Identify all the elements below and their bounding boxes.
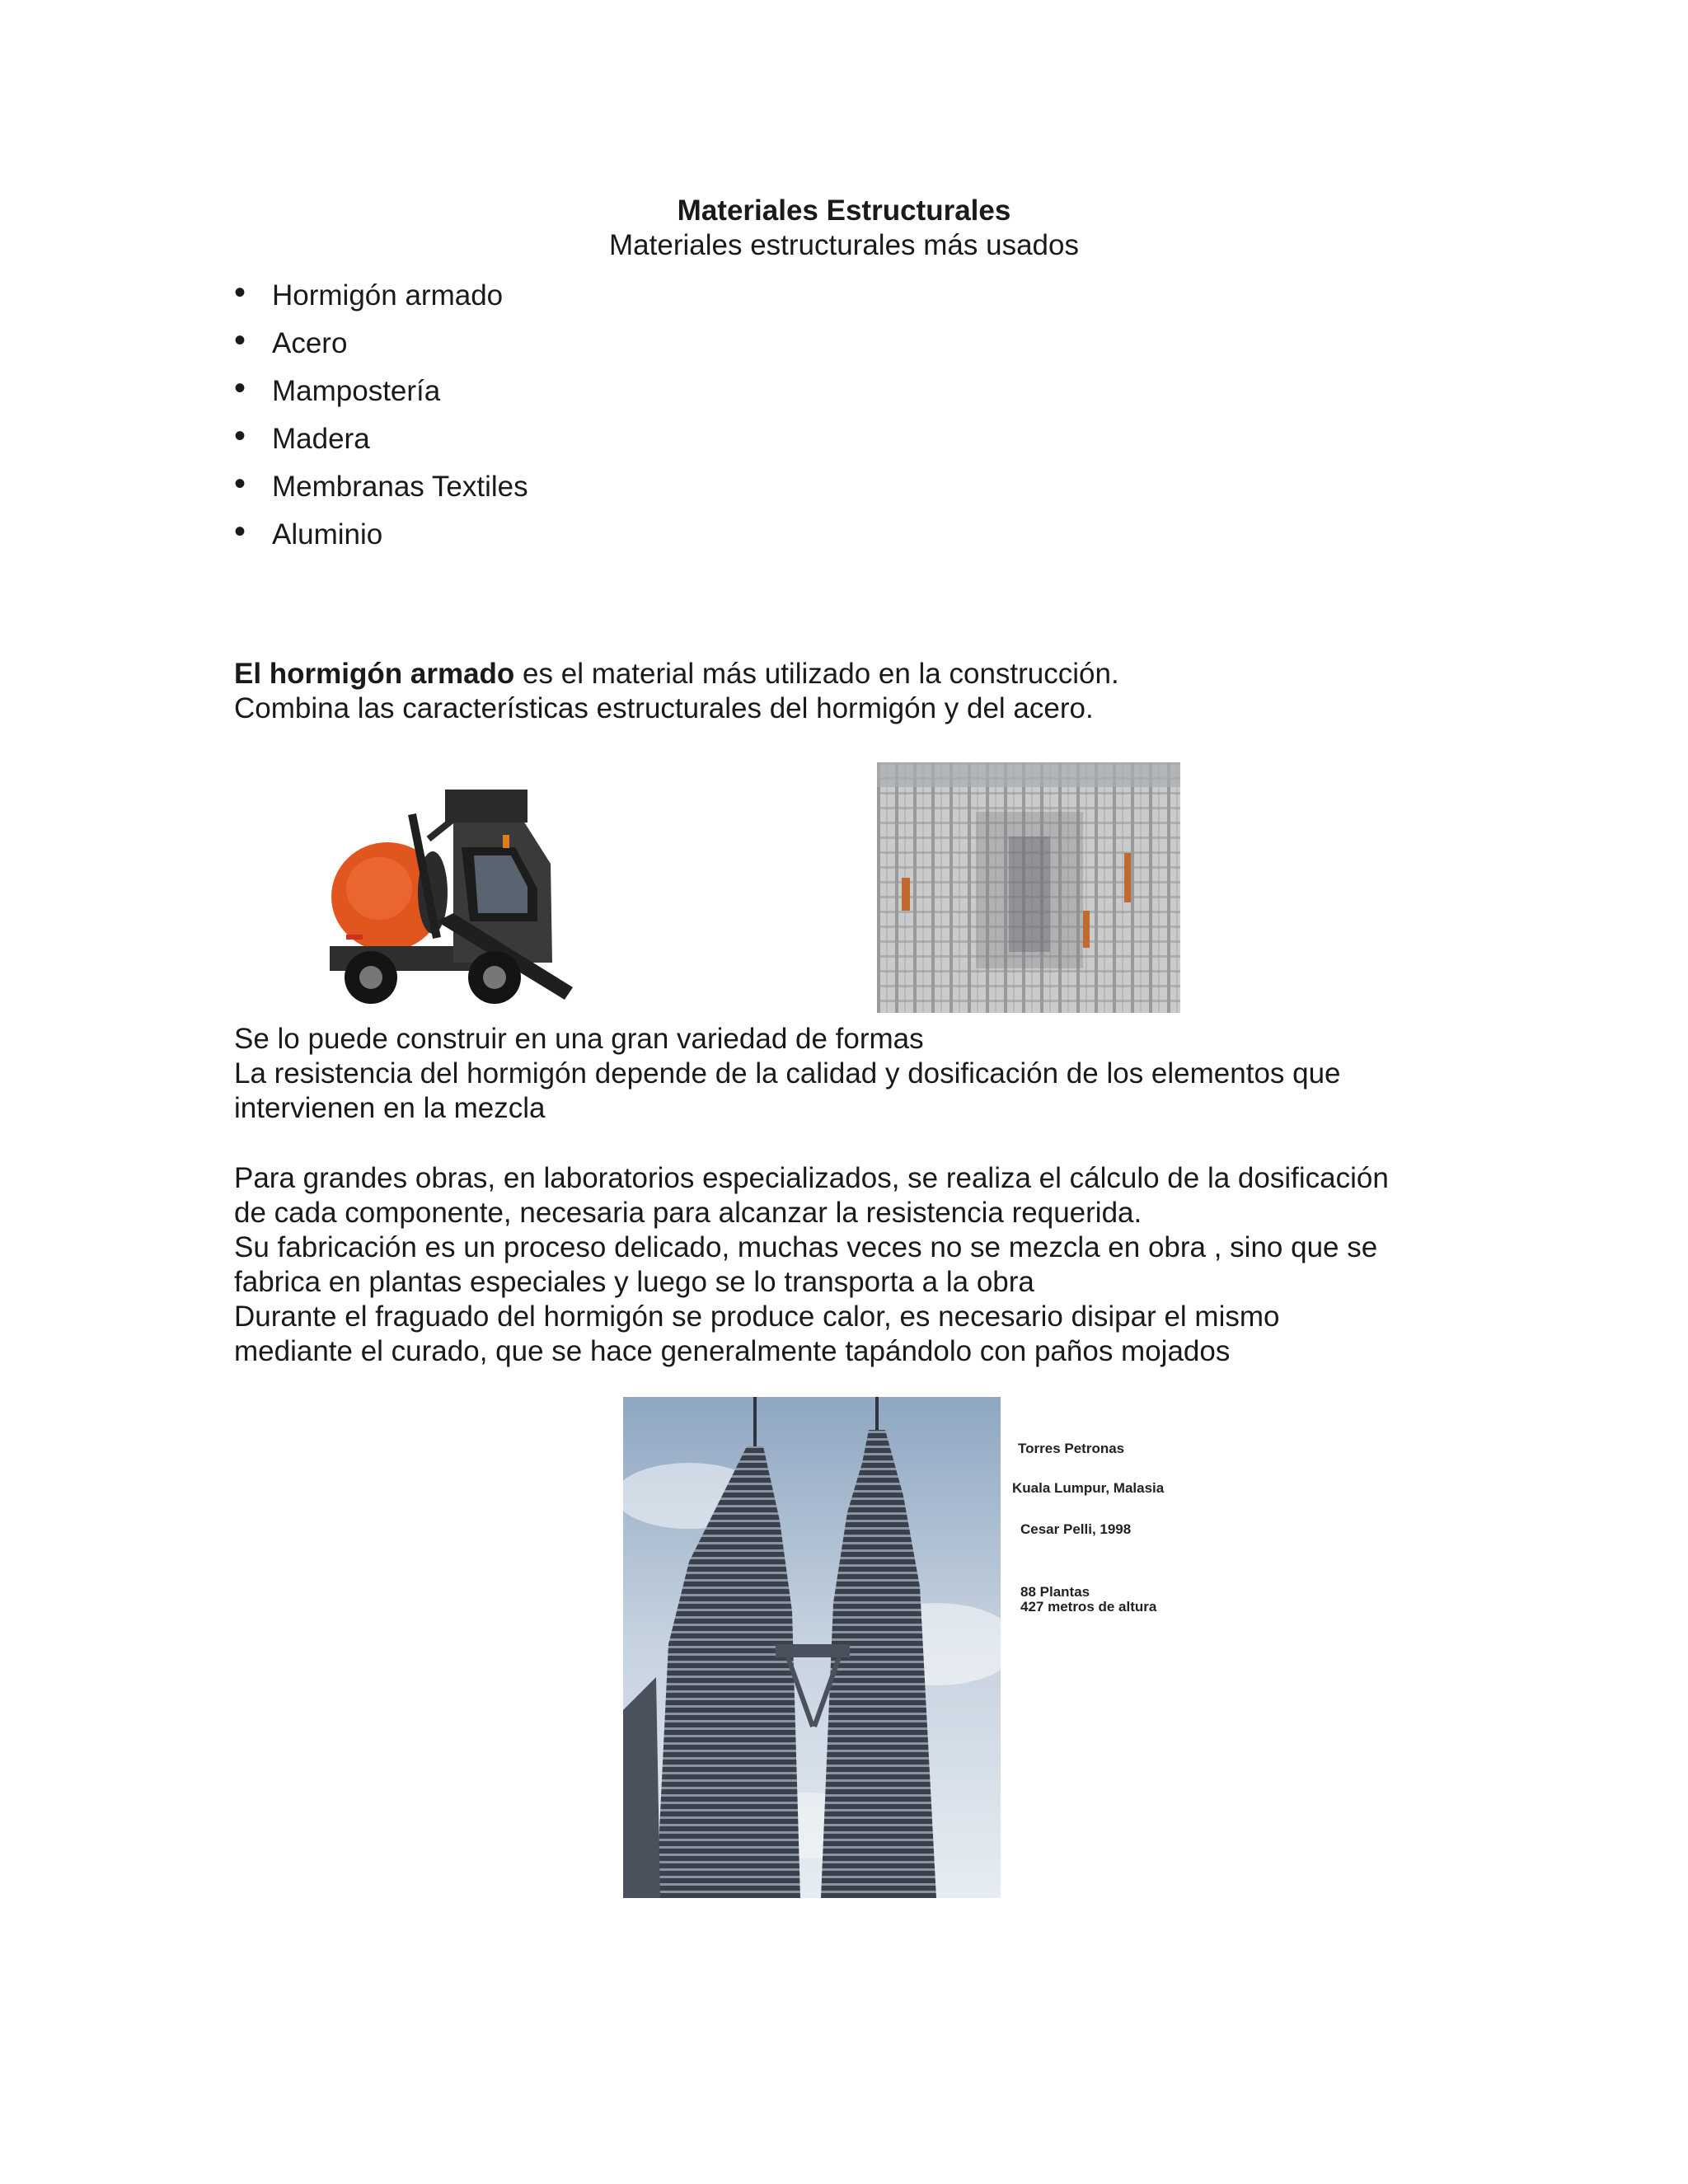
text-line: Durante el fraguado del hormigón se produce calor, es necesario disipar el mismo	[234, 1301, 1280, 1333]
caption-architect: Cesar Pelli, 1998	[1020, 1521, 1132, 1537]
caption-floors: 88 Plantas	[1020, 1584, 1090, 1600]
text-line: mediante el curado, que se hace generalmente tapándolo con paños mojados	[234, 1335, 1231, 1367]
list-item: • Mampostería	[234, 368, 528, 415]
text-line: Se lo puede construir en una gran variedad de formas	[234, 1023, 924, 1055]
petronas-towers-illustration	[623, 1397, 1001, 1898]
formas-paragraph	[234, 1022, 1341, 1126]
caption-location: Kuala Lumpur, Malasia	[1012, 1480, 1165, 1496]
intro-line-1	[234, 657, 1119, 691]
intro-paragraph	[234, 657, 1119, 726]
page-subtitle: Materiales estructurales más usados	[609, 229, 1079, 261]
list-item: • Aluminio	[234, 511, 528, 559]
text-line: Para grandes obras, en laboratorios especializados, se realiza el cálculo de la dosificación	[234, 1162, 1389, 1194]
intro-rest: es el material más utilizado en la construcción.	[514, 658, 1119, 690]
materials-list	[234, 272, 528, 559]
concrete-mixer-illustration	[330, 790, 577, 1005]
petronas-towers-image	[623, 1397, 1001, 1898]
text-line: intervienen en la mezcla	[234, 1092, 546, 1124]
caption-height: 427 metros de altura	[1020, 1599, 1157, 1615]
list-item: • Membranas Textiles	[234, 463, 528, 511]
concrete-mixer-image	[330, 790, 577, 1005]
list-item: • Hormigón armado	[234, 272, 528, 320]
fabricacion-paragraph	[234, 1161, 1389, 1369]
list-item: • Madera	[234, 415, 528, 463]
text-line: de cada componente, necesaria para alcanzar la resistencia requerida.	[234, 1197, 1142, 1229]
text-line: La resistencia del hormigón depende de la calidad y dosificación de los elementos que	[234, 1057, 1341, 1090]
page-title: Materiales Estructurales	[677, 194, 1011, 227]
text-line: Su fabricación es un proceso delicado, muchas veces no se mezcla en obra , sino que se	[234, 1231, 1378, 1263]
intro-line-2: Combina las características estructurales del hormigón y del acero.	[234, 692, 1094, 724]
intro-bold-term: El hormigón armado	[234, 658, 515, 690]
list-item: • Acero	[234, 320, 528, 368]
caption-name: Torres Petronas	[1018, 1441, 1125, 1456]
rebar-cage-image	[877, 762, 1180, 1013]
text-line: fabrica en plantas especiales y luego se lo transporta a la obra	[234, 1266, 1034, 1298]
rebar-cage-illustration	[877, 762, 1180, 1013]
